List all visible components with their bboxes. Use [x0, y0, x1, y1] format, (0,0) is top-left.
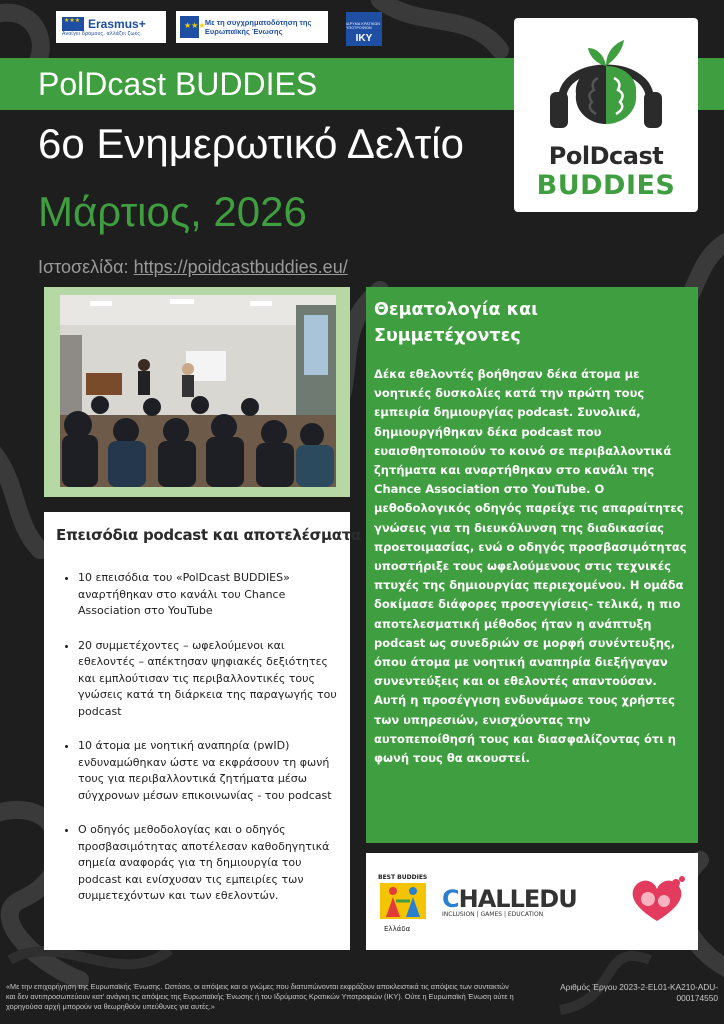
topics-panel — [366, 287, 698, 843]
website-label: Ιστοσελίδα: — [38, 257, 129, 277]
newsletter-title: 6ο Ενημερωτικό Δελτίο — [38, 120, 464, 167]
sponsor-logos — [56, 10, 328, 44]
iky-small-text: ΙΔΡΥΜΑ ΚΡΑΤΙΚΩΝ ΥΠΟΤΡΟΦΙΩΝ — [346, 22, 381, 30]
footer-disclaimer: «Με την επιχορήγηση της Ευρωπαϊκής Ένωσης. Ωστόσο, οι απόψεις και οι γνώμες που διατυπώνονται εκφράζουν αποκλειστικά τις απόψεις των συντακτών και δεν αντιπροσωπεύουν κατ' ανάγκη τις απόψεις της Ευρωπαϊκής Ένωσης ή του Ιδρύματος Κρατικών Υποτροφιών (ΙΚΥ). Ούτε η Ευρωπαϊκή Ένωση ούτε η χορηγούσα αρχή μπορούν να θεωρηθούν υπεύθυνες για αυτές.» — [6, 982, 514, 1011]
partners-panel — [366, 853, 698, 950]
svg-text:Ελλάδα: Ελλάδα — [384, 925, 411, 933]
list-item: • 20 συμμετέχοντες – ωφελούμενοι και εθελοντές – απέκτησαν ψηφιακές δεξιότητες και εμπλούτισαν τις περιβαλλοντικές τους γνώσεις κατά τη διάρκεια της παραγωγής του podcast — [78, 638, 340, 721]
challedu-prefix: C — [442, 885, 459, 913]
newsletter-date: Μάρτιος, 2026 — [38, 188, 307, 235]
website-line — [38, 257, 348, 278]
erasmus-name: Erasmus+ — [88, 17, 146, 31]
erasmus-logo — [56, 11, 166, 43]
eu-flag-icon — [62, 17, 84, 31]
iky-label: IKY — [355, 33, 373, 44]
logo-word-buddies: BUDDIES — [536, 170, 676, 201]
list-item: • Ο οδηγός μεθοδολογίας και ο οδηγός προσβασιμότητας αποτέλεσαν καθοδηγητικά σημεία αναφοράς για τη δημιουργία του podcast και ενίσχυσαν τις εμπειρίες των συμμετεχόντων και των εθελοντών. — [78, 822, 340, 905]
best-buddies-logo — [376, 871, 430, 935]
episodes-heading: Επεισόδια podcast και αποτελέσματα — [56, 526, 362, 544]
list-item: • 10 επεισόδια του «PolDcast BUDDIES» αναρτήθηκαν στο κανάλι του Chance Association στο YouTube — [78, 570, 340, 620]
topics-body: Δέκα εθελοντές βοήθησαν δέκα άτομα με νοητικές δυσκολίες κατά την πρώτη τους εμπειρία δημιουργίας podcast. Συνολικά, δημιουργήθηκαν δέκα podcast που ευαισθητοποιούν το κοινό σε περιβαλλοντικά ζητήματα και αναρτήθηκαν στο κανάλι της Chance Association στο YouTube. Ο μεθοδολογικός οδηγός παρείχε τις απαραίτητες γνώσεις για τη διευκόλυνση της διαδικασίας προετοιμασίας, ενώ ο οδηγός προσβασιμότητας υποστήριξε τους ωφελούμενους στις τεχνικές πτυχές της δημιουργίας περιεχομένου. Η ομάδα δοκίμασε διάφορες προσεγγίσεις- τελικά, η πιο αποτελεσματική μέθοδος ήταν η ανάπτυξη podcast ως συνεδριών σε μορφή συνέντευξης, όπου άτομα με νοητική αναπηρία διεξήγαγαν συνεντεύξεις και οι εθελοντές απαντούσαν. Αυτή η προσέγγιση ενδυνάμωσε τους χρήστες των υπηρεσιών, ενισχύοντας την αυτοπεποίθησή τους και διασφαλίζοντας ότι η φωνή τους θα ακουστεί. — [374, 367, 687, 766]
headphones-brain-icon — [544, 30, 668, 138]
website-link[interactable]: https://poidcastbuddies.eu/ — [133, 257, 348, 277]
iky-logo — [346, 12, 382, 46]
project-number: Αριθμός Έργου 2023-2-EL01-KA210-ADU-000174550 — [560, 982, 718, 1003]
episodes-list — [56, 570, 340, 905]
challedu-word — [442, 885, 577, 913]
topics-heading: Θεματολογία και Συμμετέχοντες — [374, 300, 538, 346]
eu-cofunded-logo — [176, 11, 328, 43]
eu-funding-text: Με τη συγχρηματοδότηση της Ευρωπαϊκής Ένωσης — [204, 18, 312, 36]
chance-association-logo — [626, 875, 688, 925]
brand-title: PolDcast BUDDIES — [38, 66, 318, 102]
challedu-logo — [442, 885, 577, 918]
logo-word-poidcast: PolDcast — [548, 142, 664, 170]
erasmus-tagline: Ανοίγει δρόμους, αλλάζει ζωές. — [62, 31, 142, 37]
challedu-sub: INCLUSION | GAMES | EDUCATION — [442, 911, 544, 918]
episodes-panel — [44, 512, 362, 950]
list-item: • 10 άτομα με νοητική αναπηρία (pwID) ενδυναμώθηκαν ώστε να εκφράσουν τη φωνή τους για περιβαλλοντικά ζητήματα μέσω σύγχρονων μέσων επικοινωνίας - του podcast — [78, 738, 340, 804]
poidcast-logo-card — [514, 18, 698, 212]
workshop-photo — [60, 295, 336, 487]
challedu-main: HALLEDU — [458, 885, 577, 913]
photo-frame — [44, 287, 350, 497]
svg-text:BEST BUDDIES: BEST BUDDIES — [378, 874, 428, 881]
eu-flag-icon — [180, 16, 199, 38]
